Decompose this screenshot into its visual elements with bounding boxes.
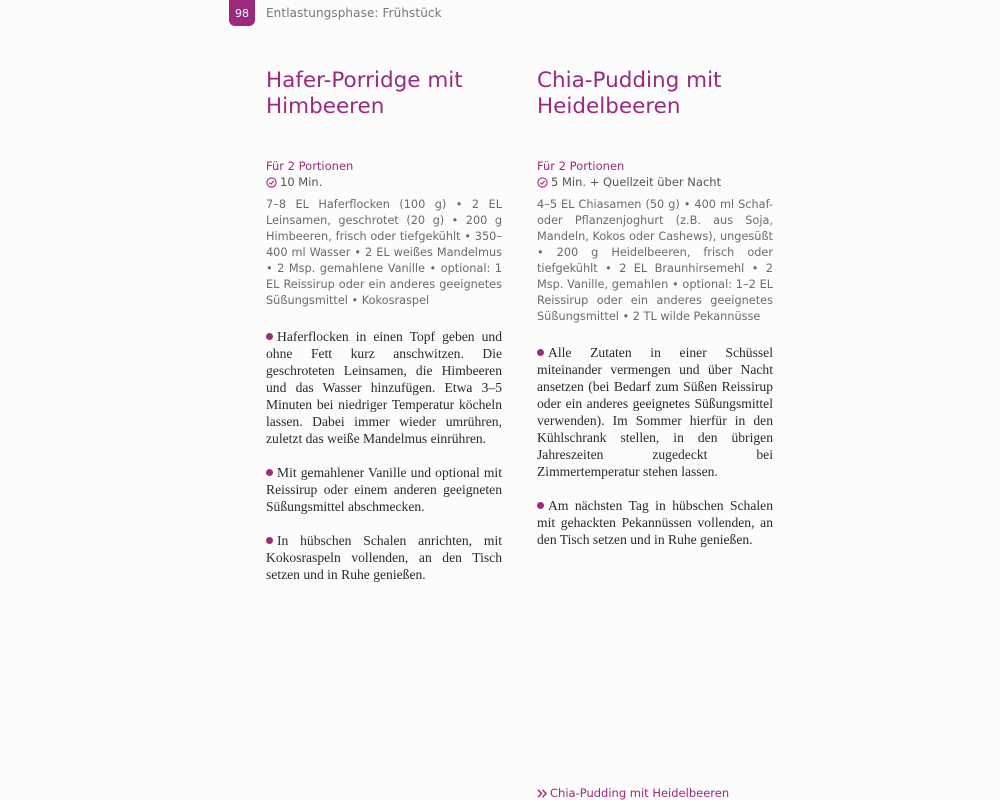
steps-list: [266, 328, 506, 583]
running-title: Entlastungsphase: Frühstück: [266, 6, 442, 20]
step-text: In hübschen Schalen anrichten, mit Kokosraspeln vollenden, an den Tisch setzen und in Ruhe genießen.: [266, 533, 502, 582]
bullet-icon: [266, 469, 273, 476]
step: [537, 497, 773, 548]
recipe-hafer-porridge: [266, 68, 506, 600]
step-text: Mit gemahlener Vanille und optional mit Reissirup oder einem anderen geeigneten Süßungsmittel abschmecken.: [266, 465, 502, 514]
servings: Für 2 Portionen: [266, 159, 354, 173]
recipe-title-line-2: Himbeeren: [266, 94, 385, 119]
steps-list: [537, 344, 777, 548]
bullet-icon: [266, 333, 273, 340]
prep-time: [266, 174, 506, 190]
step: [266, 532, 502, 583]
cross-reference-text: Chia-Pudding mit Heidelbeeren: [550, 786, 730, 800]
recipe-title-line-2: Heidelbeeren: [537, 94, 681, 119]
page-number: 98: [235, 6, 249, 20]
step-text: Haferflocken in einen Topf geben und ohne Fett kurz anschwitzen. Die geschroteten Leinsamen, die Himbeeren und das Wasser hinzufügen. Etwa 3–5 Minuten bei niedriger Temperatur köcheln lassen. Dabei immer wieder umrühren, zuletzt das weiße Mandelmus einrühren.: [266, 329, 502, 446]
double-chevron-right-icon: [537, 789, 548, 798]
step: [537, 344, 773, 480]
ingredients: 4–5 EL Chiasamen (50 g) • 400 ml Schaf- oder Pflanzenjoghurt (z.B. aus Soja, Mandeln, Kokos oder Cashews), ungesüßt • 200 g Heidelbeeren, frisch oder tiefgekühlt • 2 EL Braunhirsemehl • 2 Msp. Vanille, gemahlen • optional: 1–2 EL Reissirup oder ein anderes geeignetes Süßungsmittel • 2 TL wilde Pekannüsse: [537, 198, 773, 323]
recipe-title-line-1: Hafer-Porridge mit: [266, 68, 463, 93]
clock-icon: [537, 177, 548, 188]
step: [266, 328, 502, 447]
bullet-icon: [266, 537, 273, 544]
recipe-title: [537, 68, 777, 158]
ingredients: 7–8 EL Haferflocken (100 g) • 2 EL Leinsamen, geschrotet (20 g) • 200 g Himbeeren, frisch oder tiefgekühlt • 350–400 ml Wasser • 2 EL weißes Mandelmus • 2 Msp. gemahlene Vanille • optional: 1 EL Reissirup oder ein anderes geeignetes Süßungsmittel • Kokosraspel: [266, 198, 502, 307]
recipe-title: [266, 68, 506, 158]
clock-icon: [266, 177, 277, 188]
prep-time: [537, 174, 777, 190]
prep-time-text: 10 Min.: [280, 175, 323, 189]
step: [266, 464, 502, 515]
bullet-icon: [537, 349, 544, 356]
recipe-title-line-1: Chia-Pudding mit: [537, 68, 722, 93]
step-text: Am nächsten Tag in hübschen Schalen mit gehackten Pekannüssen vollenden, an den Tisch setzen und in Ruhe genießen.: [537, 498, 773, 547]
page-number-badge: [229, 0, 255, 26]
servings: Für 2 Portionen: [537, 159, 625, 173]
prep-time-text: 5 Min. + Quellzeit über Nacht: [551, 175, 722, 189]
bullet-icon: [537, 502, 544, 509]
step-text: Alle Zutaten in einer Schüssel miteinander vermengen und über Nacht ansetzen (bei Bedarf zum Süßen Reissirup oder ein anderes geeignetes Süßungsmittel verwenden). Im Sommer hierfür in den Kühlschrank stellen, in den übrigen Jahreszeiten zugedeckt bei Zimmertemperatur stehen lassen.: [537, 345, 773, 479]
cross-reference-link[interactable]: [537, 786, 729, 800]
recipe-chia-pudding: [537, 68, 777, 565]
